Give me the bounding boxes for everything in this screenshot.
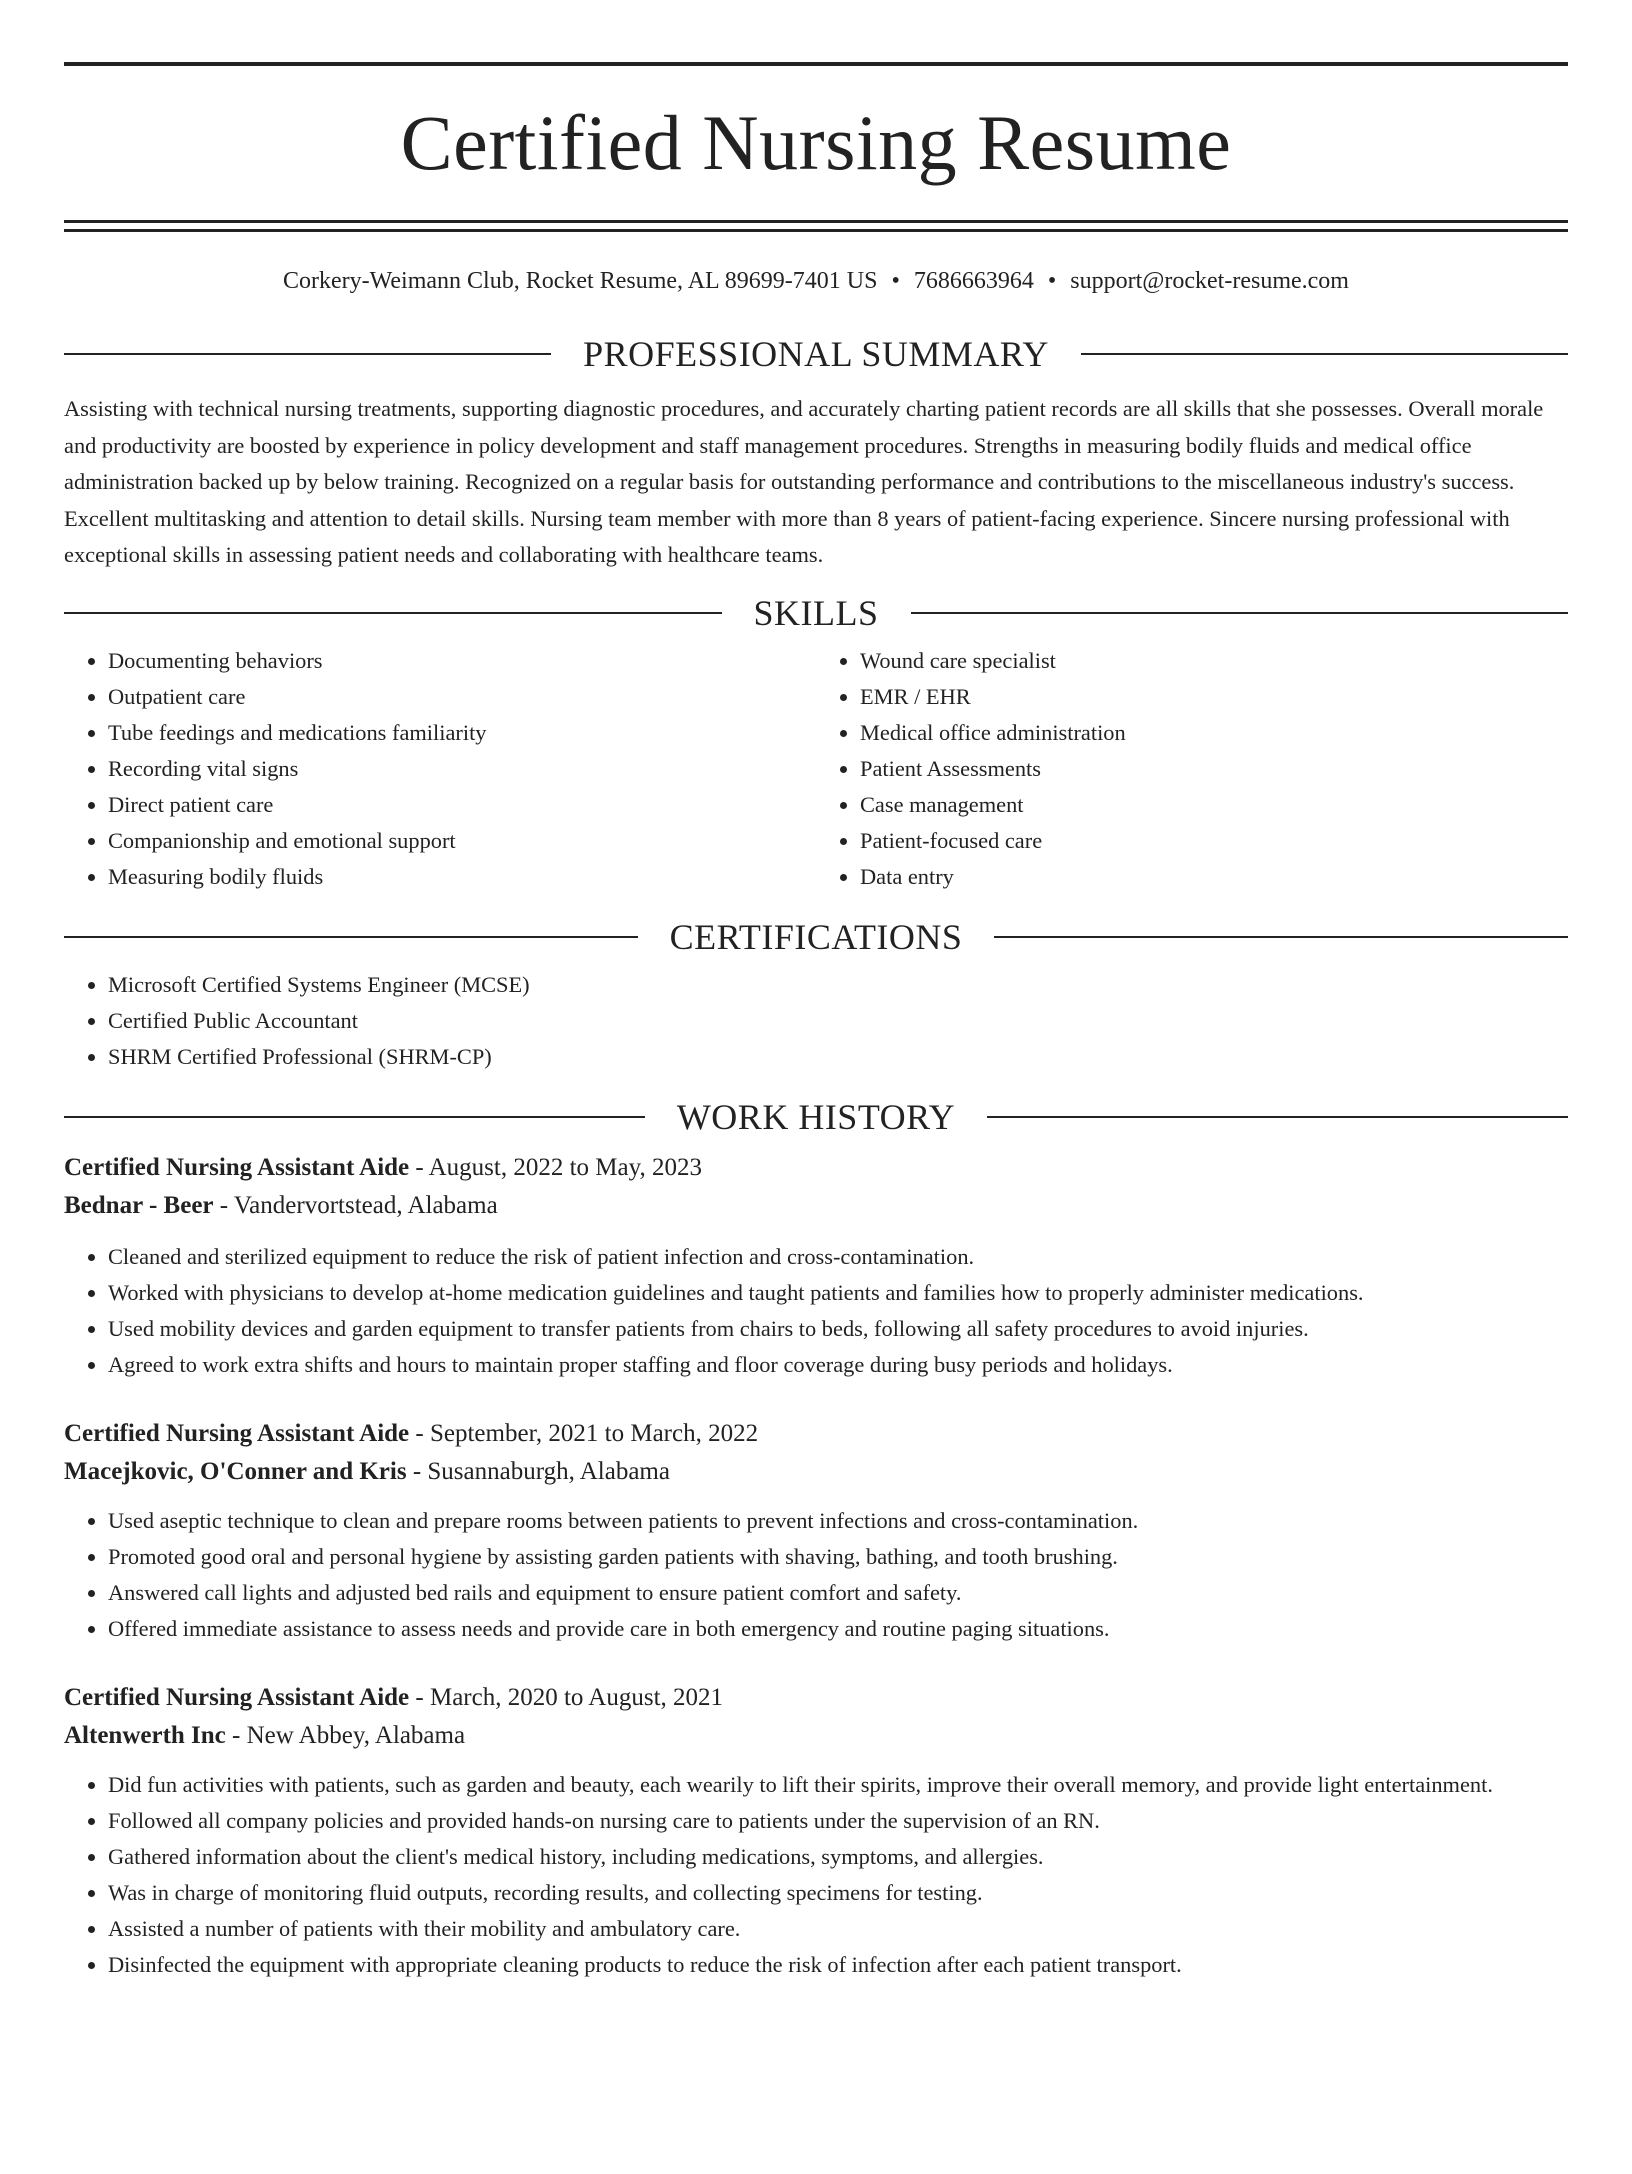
skill-item: • Data entry: [860, 859, 1568, 895]
skill-item: • Patient Assessments: [860, 751, 1568, 787]
contact-separator: •: [1047, 268, 1057, 294]
job-bullet: • Gathered information about the client's medical history, including medications, symptoms, and allergies.: [108, 1839, 1568, 1875]
section-title-skills: SKILLS: [753, 592, 879, 633]
skill-item: • Patient-focused care: [860, 823, 1568, 859]
resume-title: Certified Nursing Resume: [400, 99, 1232, 186]
section-heading-summary: [64, 334, 1568, 374]
section-heading-work-history: [64, 1097, 1568, 1137]
job-title: Certified Nursing Assistant Aide: [64, 1153, 410, 1181]
job-title: Certified Nursing Assistant Aide: [64, 1683, 410, 1711]
skills-grid: [64, 643, 1568, 895]
job-entry: [64, 1679, 1568, 1983]
skill-item: • Wound care specialist: [860, 643, 1568, 679]
heading-rule: [64, 353, 551, 355]
job-company-line: [64, 1717, 1568, 1755]
skill-item: • EMR / EHR: [860, 679, 1568, 715]
job-dates: - September, 2021 to March, 2022: [409, 1419, 759, 1447]
heading-rule: [994, 936, 1568, 938]
contact-separator: •: [891, 268, 900, 294]
job-bullet: • Offered immediate assistance to assess needs and provide care in both emergency and routine paging situations.: [108, 1611, 1568, 1647]
resume-page: [0, 62, 1632, 2174]
skills-list-right: [816, 643, 1568, 895]
job-bullets: [64, 1239, 1568, 1383]
job-dates: - August, 2022 to May, 2023: [409, 1153, 702, 1181]
certification-item: • SHRM Certified Professional (SHRM-CP): [108, 1039, 1568, 1075]
job-company: Macejkovic, O'Conner and Kris: [64, 1457, 407, 1485]
job-location: - Vandervortstead, Alabama: [213, 1191, 498, 1219]
heading-rule: [64, 1116, 645, 1118]
certification-item: • Microsoft Certified Systems Engineer (MCSE): [108, 967, 1568, 1003]
job-bullet: • Worked with physicians to develop at-home medication guidelines and taught patients and families how to properly administer medications.: [108, 1275, 1568, 1311]
contact-line: [64, 266, 1568, 296]
section-title-certifications: CERTIFICATIONS: [669, 916, 963, 957]
job-company: Bednar - Beer: [64, 1191, 214, 1219]
job-bullet: • Answered call lights and adjusted bed rails and equipment to ensure patient comfort and safety.: [108, 1575, 1568, 1611]
heading-rule: [1081, 353, 1568, 355]
title-double-rule: [64, 220, 1568, 232]
professional-summary-text: Assisting with technical nursing treatments, supporting diagnostic procedures, and accurately charting patient records are all skills that she possesses. Overall morale and productivity are boosted by experience in policy development and staff management procedures. Strengths in measuring bodily fluids and medical office administration backed up by below training. Recognized on a regular basis for outstanding performance and contributions to the miscellaneous industry's success. Excellent multitasking and attention to detail skills. Nursing team member with more than 8 years of patient-facing experience. Sincere nursing professional with exceptional skills in assessing patient needs and collaborating with healthcare teams.: [64, 396, 1544, 567]
heading-rule: [987, 1116, 1568, 1118]
job-bullet: • Used mobility devices and garden equipment to transfer patients from chairs to beds, following all safety procedures to avoid injuries.: [108, 1311, 1568, 1347]
job-bullets: [64, 1503, 1568, 1647]
job-title-line: [64, 1679, 1568, 1717]
top-rule: [64, 62, 1568, 66]
job-company-line: [64, 1453, 1568, 1491]
job-title-line: [64, 1149, 1568, 1187]
job-bullet: • Promoted good oral and personal hygiene by assisting garden patients with shaving, bathing, and tooth brushing.: [108, 1539, 1568, 1575]
skill-item: • Companionship and emotional support: [108, 823, 816, 859]
skill-item: • Measuring bodily fluids: [108, 859, 816, 895]
job-bullet: • Used aseptic technique to clean and prepare rooms between patients to prevent infections and cross-contamination.: [108, 1503, 1568, 1539]
skill-item: • Medical office administration: [860, 715, 1568, 751]
job-bullet: • Agreed to work extra shifts and hours to maintain proper staffing and floor coverage during busy periods and holidays.: [108, 1347, 1568, 1383]
job-title-line: [64, 1415, 1568, 1453]
skill-item: • Outpatient care: [108, 679, 816, 715]
heading-rule: [64, 936, 638, 938]
job-location: - Susannaburgh, Alabama: [406, 1457, 670, 1485]
job-entry: [64, 1149, 1568, 1383]
job-bullet: • Assisted a number of patients with their mobility and ambulatory care.: [108, 1911, 1568, 1947]
certification-item: • Certified Public Accountant: [108, 1003, 1568, 1039]
job-bullet: • Cleaned and sterilized equipment to reduce the risk of patient infection and cross-contamination.: [108, 1239, 1568, 1275]
skill-item: • Recording vital signs: [108, 751, 816, 787]
job-bullets: [64, 1767, 1568, 1983]
contact-phone: 7686663964: [913, 268, 1034, 294]
job-dates: - March, 2020 to August, 2021: [409, 1683, 724, 1711]
certifications-list: [64, 967, 1568, 1075]
section-title-summary: PROFESSIONAL SUMMARY: [583, 334, 1049, 374]
job-company: Altenwerth Inc: [64, 1721, 226, 1749]
job-title: Certified Nursing Assistant Aide: [64, 1419, 410, 1447]
job-company-line: [64, 1187, 1568, 1225]
skill-item: • Tube feedings and medications familiarity: [108, 715, 816, 751]
contact-email[interactable]: support@rocket-resume.com: [1070, 268, 1349, 294]
section-title-work-history: WORK HISTORY: [676, 1096, 956, 1137]
section-heading-certifications: [64, 917, 1568, 957]
heading-rule: [911, 612, 1569, 614]
skills-list-left: [64, 643, 816, 895]
skill-item: • Direct patient care: [108, 787, 816, 823]
job-bullet: • Was in charge of monitoring fluid outputs, recording results, and collecting specimens for testing.: [108, 1875, 1568, 1911]
job-location: - New Abbey, Alabama: [225, 1721, 466, 1749]
job-bullet: • Disinfected the equipment with appropriate cleaning products to reduce the risk of infection after each patient transport.: [108, 1947, 1568, 1983]
skill-item: • Case management: [860, 787, 1568, 823]
job-bullet: • Did fun activities with patients, such as garden and beauty, each wearily to lift their spirits, improve their overall memory, and provide light entertainment.: [108, 1767, 1568, 1803]
job-entry: [64, 1415, 1568, 1647]
job-bullet: • Followed all company policies and provided hands-on nursing care to patients under the supervision of an RN.: [108, 1803, 1568, 1839]
skill-item: • Documenting behaviors: [108, 643, 816, 679]
section-heading-skills: [64, 593, 1568, 633]
heading-rule: [64, 612, 722, 614]
contact-address: Corkery-Weimann Club, Rocket Resume, AL 89699-7401 US: [283, 268, 878, 294]
